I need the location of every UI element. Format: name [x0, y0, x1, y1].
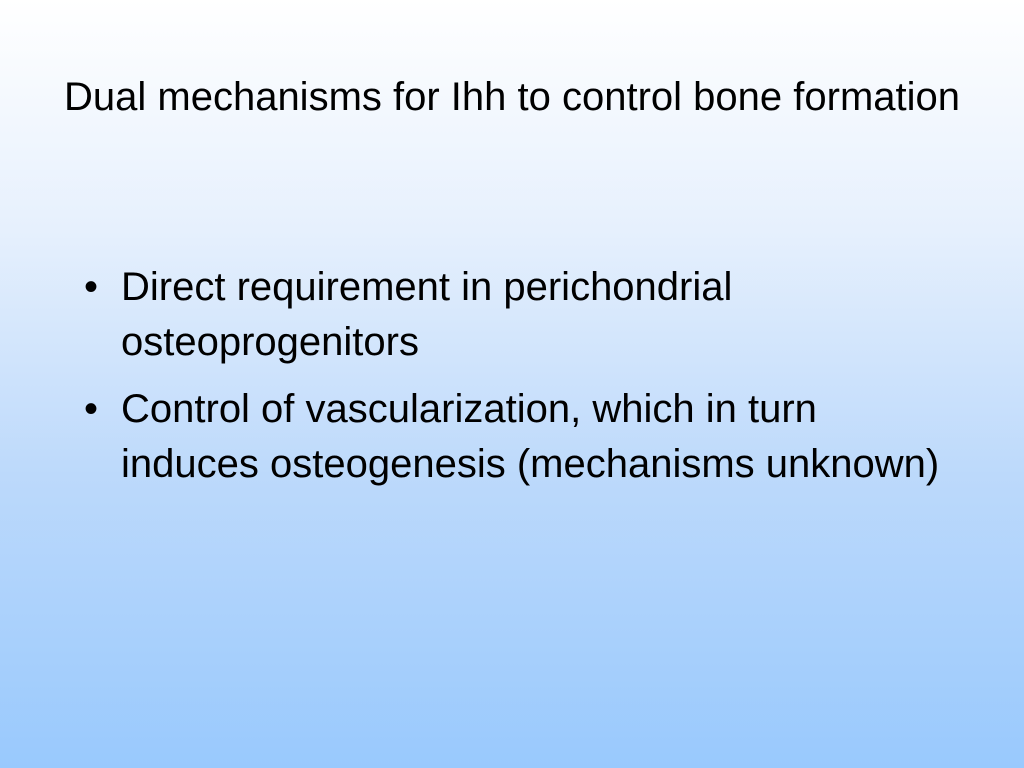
bullet-marker: • [84, 387, 99, 431]
bullet-text: Direct requirement in perichondrial osteoprogenitors [121, 265, 733, 364]
bullet-list [80, 260, 950, 504]
bullet-item [80, 260, 950, 370]
bullet-text: Control of vascularization, which in turn induces osteogenesis (mechanisms unknown) [121, 387, 940, 486]
slide-title: Dual mechanisms for Ihh to control bone formation [64, 75, 960, 119]
bullet-item [80, 382, 950, 492]
bullet-marker: • [84, 265, 99, 309]
